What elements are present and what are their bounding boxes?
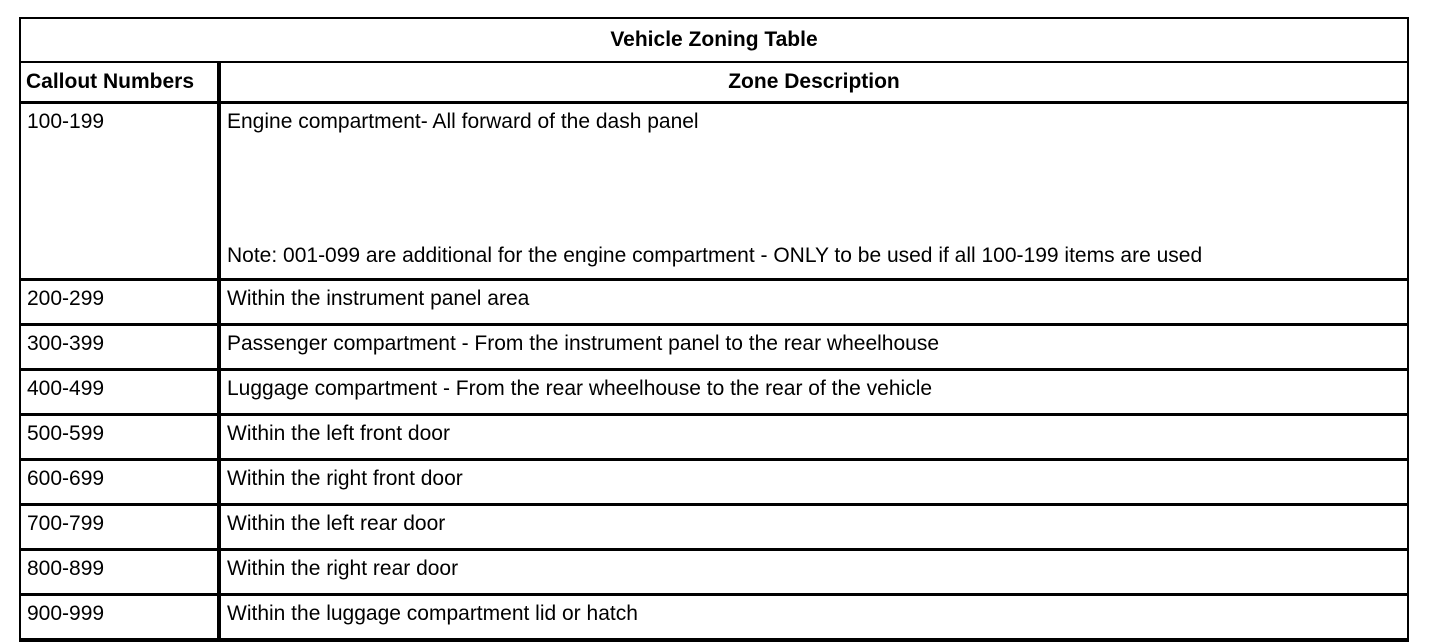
table-title-row <box>20 18 1408 62</box>
callout-cell: 700-799 <box>20 506 219 551</box>
description-cell: Luggage compartment - From the rear wheelhouse to the rear of the vehicle <box>219 371 1408 416</box>
description-cell: Within the right front door <box>219 461 1408 506</box>
table-row <box>20 506 1408 551</box>
callout-cell: 800-899 <box>20 551 219 596</box>
callout-cell: 300-399 <box>20 326 219 371</box>
callout-cell: 400-499 <box>20 371 219 416</box>
vehicle-zoning-table <box>19 17 1409 642</box>
table-row <box>20 596 1408 642</box>
table-title: Vehicle Zoning Table <box>20 18 1408 62</box>
callout-cell: 200-299 <box>20 281 219 326</box>
description-cell: Within the left rear door <box>219 506 1408 551</box>
header-callout-numbers: Callout Numbers <box>20 62 219 103</box>
description-text: Engine compartment- All forward of the dash panel <box>227 110 699 133</box>
table-row <box>20 103 1408 281</box>
callout-cell: 600-699 <box>20 461 219 506</box>
callout-cell: 100-199 <box>20 103 219 281</box>
callout-cell: 900-999 <box>20 596 219 642</box>
description-cell: Within the left front door <box>219 416 1408 461</box>
description-cell: Passenger compartment - From the instrument panel to the rear wheelhouse <box>219 326 1408 371</box>
table-row <box>20 461 1408 506</box>
description-cell: Within the luggage compartment lid or hatch <box>219 596 1408 642</box>
table-row <box>20 326 1408 371</box>
table-row <box>20 371 1408 416</box>
description-cell <box>219 103 1408 281</box>
description-note: Note: 001-099 are additional for the engine compartment - ONLY to be used if all 100-199 items are used <box>227 244 1203 267</box>
table-row <box>20 551 1408 596</box>
description-cell: Within the instrument panel area <box>219 281 1408 326</box>
table-row <box>20 281 1408 326</box>
callout-cell: 500-599 <box>20 416 219 461</box>
header-zone-description: Zone Description <box>219 62 1408 103</box>
description-cell: Within the right rear door <box>219 551 1408 596</box>
table-row <box>20 416 1408 461</box>
table-header-row <box>20 62 1408 103</box>
